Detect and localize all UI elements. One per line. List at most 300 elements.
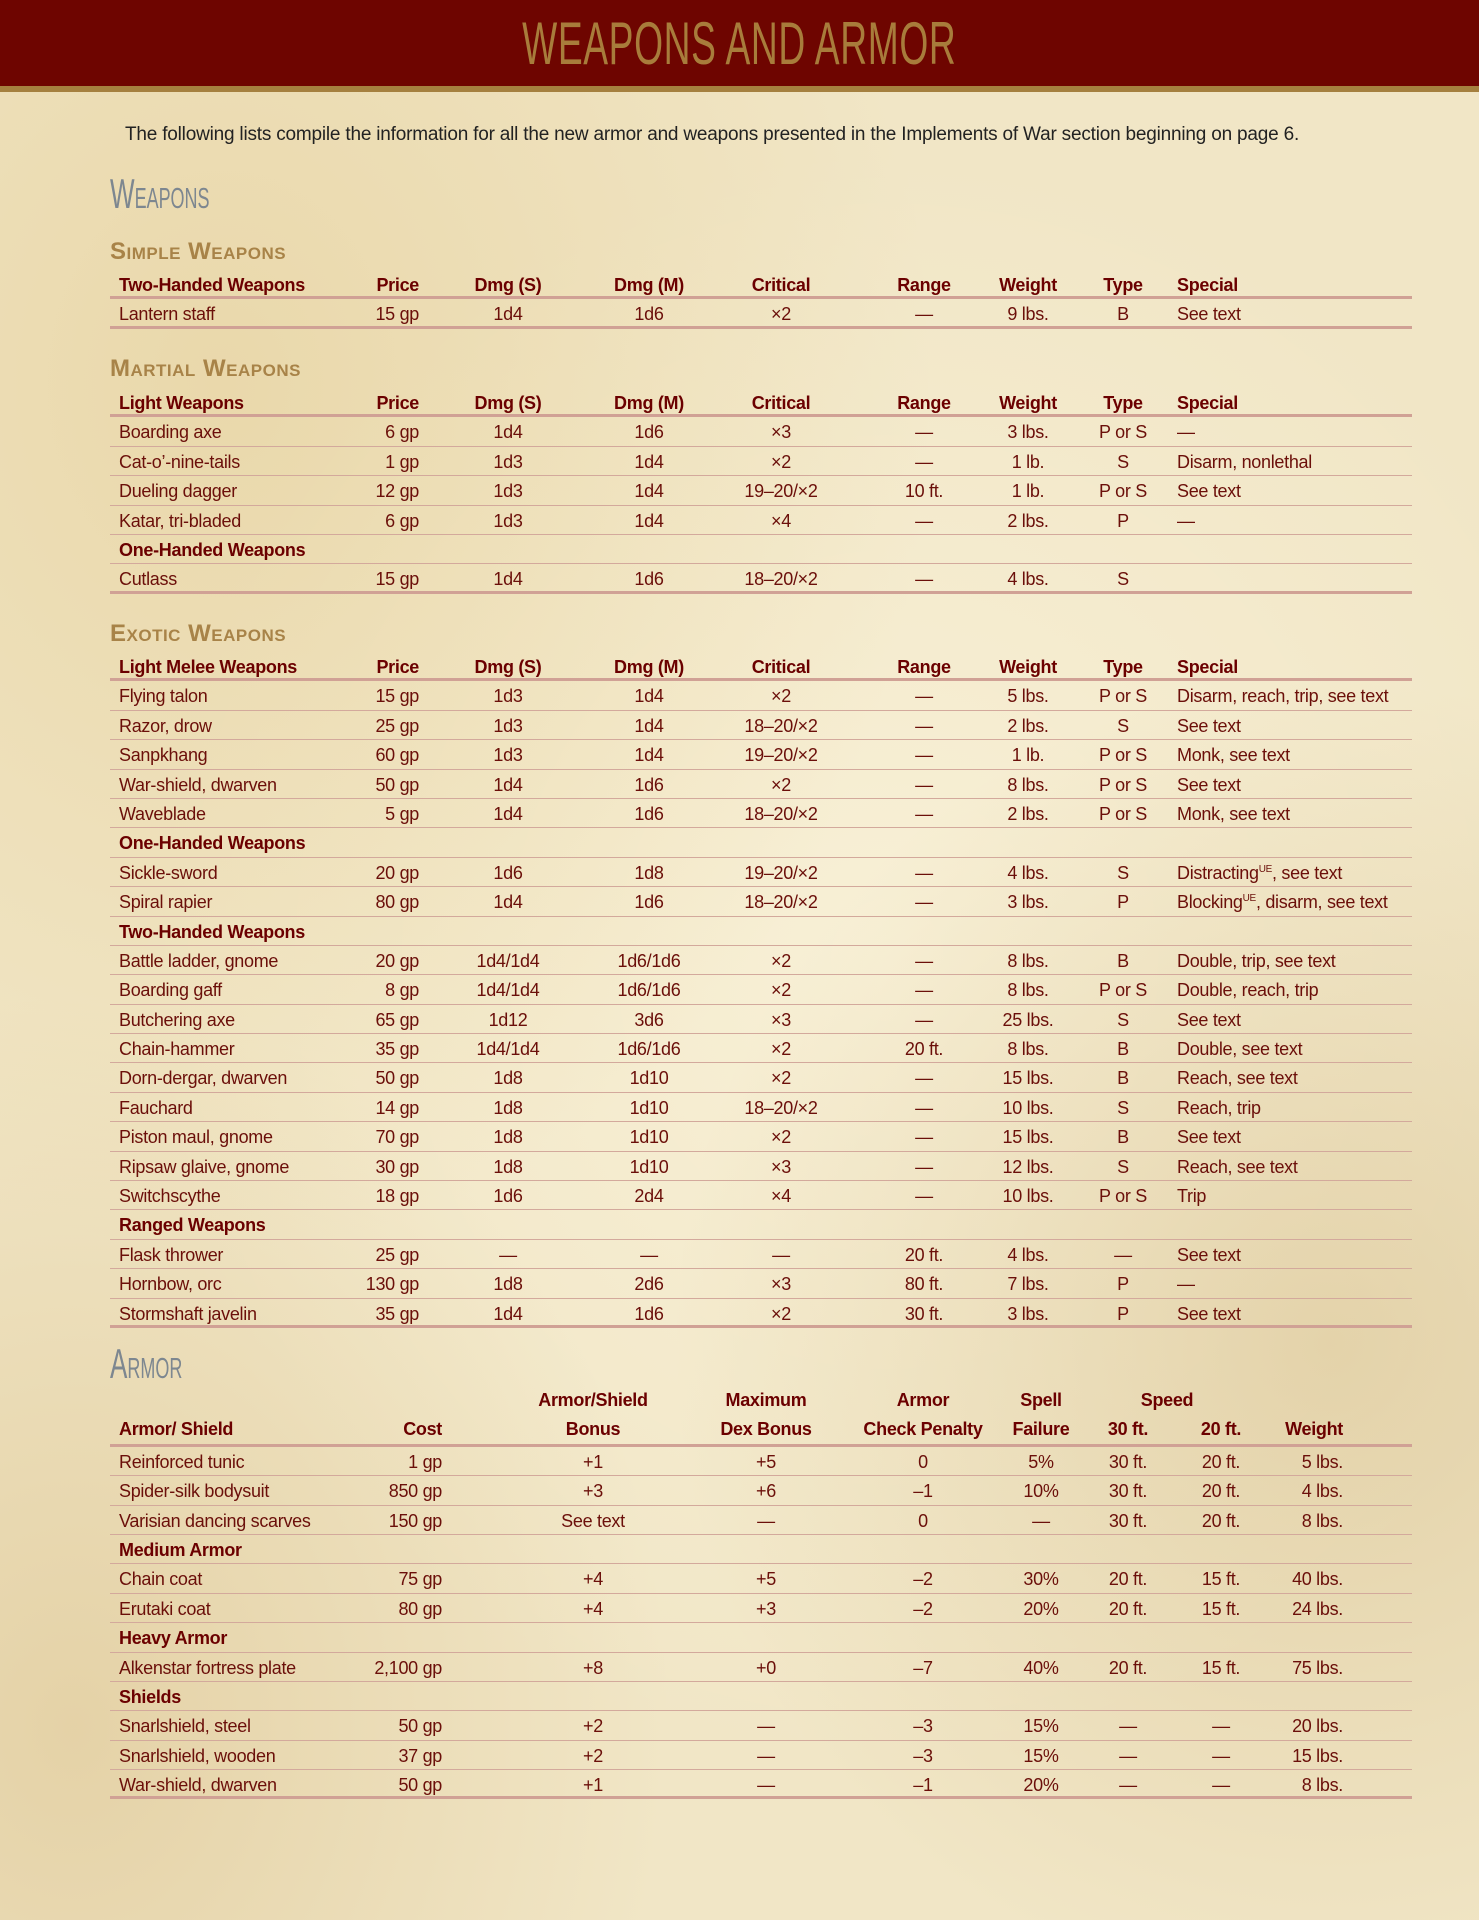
- table-cell: ×3: [771, 422, 791, 443]
- group-label: Ranged Weapons: [119, 1215, 266, 1236]
- table-cell: Sickle-sword: [119, 862, 218, 883]
- table-cell: 19–20/×2: [744, 745, 818, 766]
- group-label-row: [110, 1623, 1412, 1652]
- table-cell: 18 gp: [375, 1186, 419, 1207]
- table-cell: B: [1117, 950, 1129, 971]
- table-cell: –2: [913, 1569, 933, 1590]
- table-row: [110, 887, 1412, 916]
- table-cell: Flask thrower: [119, 1244, 224, 1265]
- simple-weapons-heading: Simple Weapons: [110, 238, 287, 265]
- table-row: [110, 1711, 1412, 1740]
- table-cell: 1d10: [629, 1156, 669, 1177]
- source-superscript: UE: [1258, 863, 1273, 875]
- table-cell: 19–20/×2: [744, 862, 818, 883]
- table-cell: Battle ladder, gnome: [119, 950, 279, 971]
- table-cell: 15 ft.: [1201, 1657, 1241, 1678]
- column-header: Armor/ Shield: [119, 1418, 234, 1439]
- table-cell: Double, reach, trip: [1177, 980, 1319, 1001]
- table-cell: 75 gp: [398, 1569, 442, 1590]
- table-cell: 1d6: [634, 803, 664, 824]
- table-cell: 1d6: [634, 1303, 664, 1324]
- table-cell: 12 gp: [375, 481, 419, 502]
- special-cell: [1177, 892, 1388, 913]
- table-cell: 20 ft.: [1108, 1657, 1148, 1678]
- martial-weapons-heading: Martial Weapons: [110, 355, 301, 382]
- source-superscript: UE: [1242, 893, 1256, 905]
- group-label-row: [110, 1535, 1412, 1564]
- table-cell: 1d3: [493, 451, 523, 472]
- table-cell: 1d8: [493, 1097, 523, 1118]
- table-cell: 4 lbs.: [1007, 569, 1049, 590]
- table-cell: 50 gp: [398, 1716, 442, 1737]
- table-cell: 1d10: [629, 1127, 669, 1148]
- table-cell: Piston maul, gnome: [119, 1127, 273, 1148]
- table-cell: —: [640, 1244, 658, 1265]
- martial-weapons-table: [110, 388, 1412, 594]
- table-cell: 35 gp: [375, 1039, 419, 1060]
- table-cell: —: [1212, 1775, 1230, 1796]
- table-cell: 1d6: [493, 862, 523, 883]
- table-cell: 15 lbs.: [1002, 1127, 1054, 1148]
- group-label: One-Handed Weapons: [119, 539, 306, 560]
- table-cell: 2 lbs.: [1007, 510, 1049, 531]
- table-cell: Erutaki coat: [119, 1598, 211, 1619]
- table-row: [110, 946, 1412, 975]
- table-cell: P: [1117, 1303, 1129, 1324]
- table-cell: Reach, trip: [1177, 1097, 1261, 1118]
- column-header: Dmg (S): [474, 657, 542, 677]
- table-cell: 1d8: [493, 1127, 523, 1148]
- table-cell: 2 lbs.: [1007, 803, 1049, 824]
- table-row: [110, 564, 1412, 593]
- table-cell: 25 lbs.: [1002, 1009, 1054, 1030]
- table-row: [110, 740, 1412, 769]
- table-cell: 30 gp: [375, 1156, 419, 1177]
- column-header: Critical: [751, 657, 811, 677]
- table-cell: 10 lbs.: [1002, 1097, 1054, 1118]
- table-cell: 40 lbs.: [1292, 1569, 1343, 1590]
- table-cell: S: [1117, 1009, 1129, 1030]
- column-header: Range: [897, 393, 951, 413]
- table-cell: —: [1177, 510, 1195, 531]
- table-cell: 850 gp: [388, 1481, 442, 1502]
- column-header: Weight: [999, 275, 1057, 295]
- table-cell: 1d8: [634, 862, 664, 883]
- table-row: [110, 1122, 1412, 1151]
- table-cell: 50 gp: [375, 774, 419, 795]
- table-cell: Double, trip, see text: [1177, 950, 1336, 971]
- table-cell: 80 gp: [398, 1598, 442, 1619]
- table-cell: S: [1117, 715, 1129, 736]
- table-cell: War-shield, dwarven: [119, 774, 277, 795]
- table-cell: 5 gp: [385, 803, 419, 824]
- group-label-row: [110, 535, 1412, 564]
- table-cell: Boarding axe: [119, 422, 222, 443]
- table-cell: 30 ft.: [1108, 1481, 1148, 1502]
- group-label: One-Handed Weapons: [119, 833, 306, 854]
- table-cell: 1 lb.: [1011, 745, 1045, 766]
- table-cell: 7 lbs.: [1007, 1274, 1049, 1295]
- table-cell: 6 gp: [385, 422, 419, 443]
- group-label-row: [110, 1682, 1412, 1711]
- armor-table: [110, 1388, 1412, 1799]
- table-cell: 1d4: [493, 892, 523, 913]
- table-cell: War-shield, dwarven: [119, 1775, 277, 1796]
- table-cell: 0: [918, 1451, 928, 1472]
- table-row: [110, 1269, 1412, 1298]
- table-row: [110, 975, 1412, 1004]
- column-header: Dmg (M): [614, 275, 684, 295]
- table-cell: 3 lbs.: [1007, 422, 1049, 443]
- table-cell: 1d3: [493, 745, 523, 766]
- table-cell: B: [1117, 1068, 1129, 1089]
- table-cell: 1d4: [493, 803, 523, 824]
- table-cell: B: [1117, 1039, 1129, 1060]
- table-cell: +3: [583, 1481, 603, 1502]
- table-cell: Stormshaft javelin: [119, 1303, 257, 1324]
- table-cell: —: [915, 422, 933, 443]
- table-cell: —: [915, 510, 933, 531]
- table-cell: 1d4: [493, 1303, 523, 1324]
- table-cell: P or S: [1099, 774, 1147, 795]
- table-cell: —: [915, 1009, 933, 1030]
- table-cell: Razor, drow: [119, 715, 212, 736]
- table-cell: P: [1117, 1274, 1129, 1295]
- table-cell: 1d4: [634, 686, 664, 707]
- table-cell: 15 lbs.: [1292, 1745, 1343, 1766]
- table-cell: 1d6/1d6: [617, 950, 681, 971]
- table-cell: B: [1117, 304, 1129, 325]
- table-cell: 1d8: [493, 1156, 523, 1177]
- column-header: Type: [1103, 657, 1143, 677]
- table-cell: 1d4: [493, 304, 523, 325]
- table-cell: Cutlass: [119, 569, 177, 590]
- table-header-row: [110, 388, 1412, 417]
- table-row: [110, 1034, 1412, 1063]
- table-cell: Monk, see text: [1177, 745, 1290, 766]
- table-cell: 1d4/1d4: [476, 950, 540, 971]
- table-row: [110, 447, 1412, 476]
- table-cell: ×2: [771, 451, 791, 472]
- page-banner: [0, 0, 1479, 92]
- table-cell: 8 gp: [385, 980, 419, 1001]
- table-header-row: [110, 1388, 1412, 1447]
- table-cell: —: [915, 892, 933, 913]
- table-cell: 150 gp: [388, 1510, 442, 1531]
- table-cell: S: [1117, 451, 1129, 472]
- table-cell: ×2: [771, 686, 791, 707]
- table-cell: Snarlshield, wooden: [119, 1745, 276, 1766]
- table-cell: 75 lbs.: [1292, 1657, 1343, 1678]
- table-cell: 15 ft.: [1201, 1569, 1241, 1590]
- table-cell: 37 gp: [398, 1745, 442, 1766]
- table-cell: Flying talon: [119, 686, 208, 707]
- table-row: [110, 1240, 1412, 1269]
- table-cell: 1d4/1d4: [476, 980, 540, 1001]
- column-header-top: Maximum: [725, 1390, 807, 1410]
- table-cell: See text: [1177, 1244, 1241, 1265]
- table-row: [110, 299, 1412, 328]
- table-cell: S: [1117, 1097, 1129, 1118]
- table-cell: 20 lbs.: [1292, 1716, 1343, 1737]
- table-cell: +2: [583, 1745, 603, 1766]
- table-cell: 1 lb.: [1011, 451, 1045, 472]
- table-cell: 20 ft.: [1108, 1569, 1148, 1590]
- table-cell: 50 gp: [375, 1068, 419, 1089]
- table-cell: —: [915, 304, 933, 325]
- table-cell: 130 gp: [365, 1274, 419, 1295]
- table-cell: —: [757, 1775, 775, 1796]
- table-cell: 6 gp: [385, 510, 419, 531]
- column-header: Type: [1103, 275, 1143, 295]
- table-cell: Disarm, reach, trip, see text: [1177, 686, 1389, 707]
- table-cell: ×3: [771, 1009, 791, 1030]
- table-cell: See text: [1177, 1127, 1241, 1148]
- table-cell: ×4: [771, 1186, 791, 1207]
- table-cell: —: [915, 950, 933, 971]
- table-cell: 2,100 gp: [374, 1657, 442, 1678]
- table-cell: 20 ft.: [1108, 1598, 1148, 1619]
- table-cell: 2d4: [634, 1186, 664, 1207]
- table-cell: 15 lbs.: [1002, 1068, 1054, 1089]
- table-cell: See text: [1177, 304, 1241, 325]
- table-row: [110, 858, 1412, 887]
- table-cell: +4: [583, 1598, 603, 1619]
- table-cell: See text: [1177, 1009, 1241, 1030]
- table-cell: B: [1117, 1127, 1129, 1148]
- table-cell: 15%: [1023, 1716, 1059, 1737]
- table-cell: Switchscythe: [119, 1186, 221, 1207]
- table-cell: 1d6/1d6: [617, 980, 681, 1001]
- table-cell: ×2: [771, 980, 791, 1001]
- table-cell: 18–20/×2: [744, 803, 818, 824]
- armor-heading: Armor: [110, 1340, 183, 1387]
- column-header: Special: [1177, 393, 1238, 413]
- table-cell: Spiral rapier: [119, 892, 213, 913]
- table-cell: 24 lbs.: [1292, 1598, 1343, 1619]
- table-cell: 18–20/×2: [744, 892, 818, 913]
- column-header: Cost: [403, 1418, 442, 1439]
- column-header: Failure: [1012, 1418, 1070, 1439]
- table-cell: 1d4: [493, 569, 523, 590]
- table-cell: 2 lbs.: [1007, 715, 1049, 736]
- table-cell: Alkenstar fortress plate: [119, 1657, 296, 1678]
- table-row: [110, 799, 1412, 828]
- table-cell: ×2: [771, 304, 791, 325]
- table-cell: —: [915, 1156, 933, 1177]
- group-label-row: [110, 828, 1412, 857]
- table-cell: Lantern staff: [119, 304, 215, 325]
- table-cell: —: [757, 1716, 775, 1737]
- table-cell: 1d10: [629, 1097, 669, 1118]
- table-cell: 15%: [1023, 1745, 1059, 1766]
- table-cell: +1: [583, 1451, 603, 1472]
- table-cell: +2: [583, 1716, 603, 1737]
- table-cell: +4: [583, 1569, 603, 1590]
- table-cell: 15 gp: [375, 304, 419, 325]
- table-cell: —: [1032, 1510, 1050, 1531]
- table-cell: 1d4: [634, 451, 664, 472]
- table-cell: 1d6: [634, 774, 664, 795]
- table-cell: Reach, see text: [1177, 1068, 1298, 1089]
- table-cell: 65 gp: [375, 1009, 419, 1030]
- table-cell: –2: [913, 1598, 933, 1619]
- table-cell: —: [915, 715, 933, 736]
- table-cell: 5 lbs.: [1007, 686, 1049, 707]
- table-cell: —: [1177, 422, 1195, 443]
- table-cell: –3: [913, 1745, 933, 1766]
- column-header: Weight: [999, 657, 1057, 677]
- table-cell: S: [1117, 1156, 1129, 1177]
- table-cell: 20 gp: [375, 862, 419, 883]
- table-cell: Fauchard: [119, 1097, 193, 1118]
- table-cell: —: [1114, 1244, 1132, 1265]
- table-cell: 80 gp: [375, 892, 419, 913]
- table-cell: 8 lbs.: [1007, 774, 1049, 795]
- table-cell: Reach, see text: [1177, 1156, 1298, 1177]
- table-cell: 25 gp: [375, 1244, 419, 1265]
- table-cell: 20%: [1023, 1775, 1059, 1796]
- table-cell: P or S: [1099, 481, 1147, 502]
- column-header: Light Weapons: [119, 393, 244, 413]
- table-cell: 1d6: [634, 892, 664, 913]
- table-cell: 20 ft.: [904, 1039, 944, 1060]
- group-label-row: [110, 917, 1412, 946]
- group-label-row: [110, 1210, 1412, 1239]
- table-cell: 1 gp: [385, 451, 419, 472]
- table-cell: —: [1119, 1745, 1137, 1766]
- table-cell: ×3: [771, 1156, 791, 1177]
- table-cell: 15 gp: [375, 569, 419, 590]
- table-cell: 1d3: [493, 510, 523, 531]
- table-cell: 1d4/1d4: [476, 1039, 540, 1060]
- table-cell: —: [757, 1510, 775, 1531]
- table-cell: +8: [583, 1657, 603, 1678]
- exotic-weapons-heading: Exotic Weapons: [110, 620, 287, 647]
- table-cell: Double, see text: [1177, 1039, 1303, 1060]
- table-cell: ×2: [771, 950, 791, 971]
- table-cell: Waveblade: [119, 803, 206, 824]
- table-cell: 4 lbs.: [1301, 1481, 1343, 1502]
- table-cell: —: [915, 569, 933, 590]
- special-text: Distracting: [1177, 862, 1259, 883]
- table-cell: P or S: [1099, 1186, 1147, 1207]
- page-title: WEAPONS AND ARMOR: [522, 9, 957, 77]
- table-cell: P or S: [1099, 422, 1147, 443]
- table-cell: 15 gp: [375, 686, 419, 707]
- table-cell: —: [915, 1097, 933, 1118]
- table-cell: See text: [1177, 774, 1241, 795]
- table-cell: Trip: [1177, 1186, 1207, 1207]
- column-header-top: Spell: [1020, 1390, 1062, 1410]
- table-cell: —: [499, 1244, 517, 1265]
- table-cell: —: [915, 745, 933, 766]
- table-cell: 30%: [1023, 1569, 1059, 1590]
- table-cell: 2d6: [634, 1274, 664, 1295]
- table-cell: —: [1212, 1745, 1230, 1766]
- table-row: [110, 1506, 1412, 1535]
- table-cell: Katar, tri-bladed: [119, 510, 241, 531]
- table-cell: 40%: [1023, 1657, 1059, 1678]
- table-cell: Varisian dancing scarves: [119, 1510, 311, 1531]
- table-cell: —: [915, 1127, 933, 1148]
- table-cell: 18–20/×2: [744, 569, 818, 590]
- table-cell: –3: [913, 1716, 933, 1737]
- special-text: Blocking: [1177, 892, 1243, 913]
- table-cell: –7: [913, 1657, 933, 1678]
- table-cell: 70 gp: [375, 1127, 419, 1148]
- group-label: Shields: [119, 1686, 181, 1707]
- table-cell: –1: [913, 1775, 933, 1796]
- table-cell: P: [1117, 892, 1129, 913]
- table-cell: 1d4: [634, 715, 664, 736]
- table-cell: 1 gp: [408, 1451, 442, 1472]
- table-cell: 18–20/×2: [744, 1097, 818, 1118]
- column-header: Price: [376, 657, 419, 677]
- table-row: [110, 476, 1412, 505]
- table-cell: 1d8: [493, 1274, 523, 1295]
- table-cell: —: [915, 803, 933, 824]
- table-cell: 3 lbs.: [1007, 1303, 1049, 1324]
- table-row: [110, 417, 1412, 446]
- table-cell: 3d6: [634, 1009, 664, 1030]
- table-cell: P: [1117, 510, 1129, 531]
- table-cell: 1d10: [629, 1068, 669, 1089]
- table-cell: 1d3: [493, 715, 523, 736]
- table-row: [110, 1653, 1412, 1682]
- table-cell: 4 lbs.: [1007, 862, 1049, 883]
- table-cell: —: [772, 1244, 790, 1265]
- table-cell: –1: [913, 1481, 933, 1502]
- table-cell: 19–20/×2: [744, 481, 818, 502]
- table-cell: Reinforced tunic: [119, 1451, 245, 1472]
- table-row: [110, 711, 1412, 740]
- table-cell: Disarm, nonlethal: [1177, 451, 1312, 472]
- table-cell: 5%: [1028, 1451, 1054, 1472]
- table-cell: See text: [1177, 715, 1241, 736]
- column-header: Light Melee Weapons: [119, 657, 297, 677]
- table-cell: ×2: [771, 774, 791, 795]
- table-cell: +0: [756, 1657, 776, 1678]
- column-header: Check Penalty: [863, 1418, 983, 1439]
- table-row: [110, 506, 1412, 535]
- table-cell: —: [915, 862, 933, 883]
- column-header: Price: [376, 275, 419, 295]
- table-cell: P or S: [1099, 980, 1147, 1001]
- table-cell: P or S: [1099, 803, 1147, 824]
- table-cell: Chain-hammer: [119, 1039, 235, 1060]
- table-cell: 3 lbs.: [1007, 892, 1049, 913]
- table-row: [110, 1152, 1412, 1181]
- table-cell: Butchering axe: [119, 1009, 235, 1030]
- table-cell: 25 gp: [375, 715, 419, 736]
- table-cell: Ripsaw glaive, gnome: [119, 1156, 290, 1177]
- table-cell: P or S: [1099, 686, 1147, 707]
- table-cell: Chain coat: [119, 1569, 203, 1590]
- column-header: Dex Bonus: [720, 1418, 812, 1439]
- table-cell: 4 lbs.: [1007, 1244, 1049, 1265]
- table-row: [110, 1093, 1412, 1122]
- table-cell: —: [1119, 1716, 1137, 1737]
- table-cell: S: [1117, 569, 1129, 590]
- table-cell: 20 ft.: [1201, 1510, 1241, 1531]
- table-cell: +5: [756, 1451, 776, 1472]
- table-cell: 30 ft.: [904, 1303, 944, 1324]
- table-row: [110, 1741, 1412, 1770]
- exotic-weapons-table: [110, 652, 1412, 1328]
- table-cell: —: [915, 1186, 933, 1207]
- table-cell: 15 ft.: [1201, 1598, 1241, 1619]
